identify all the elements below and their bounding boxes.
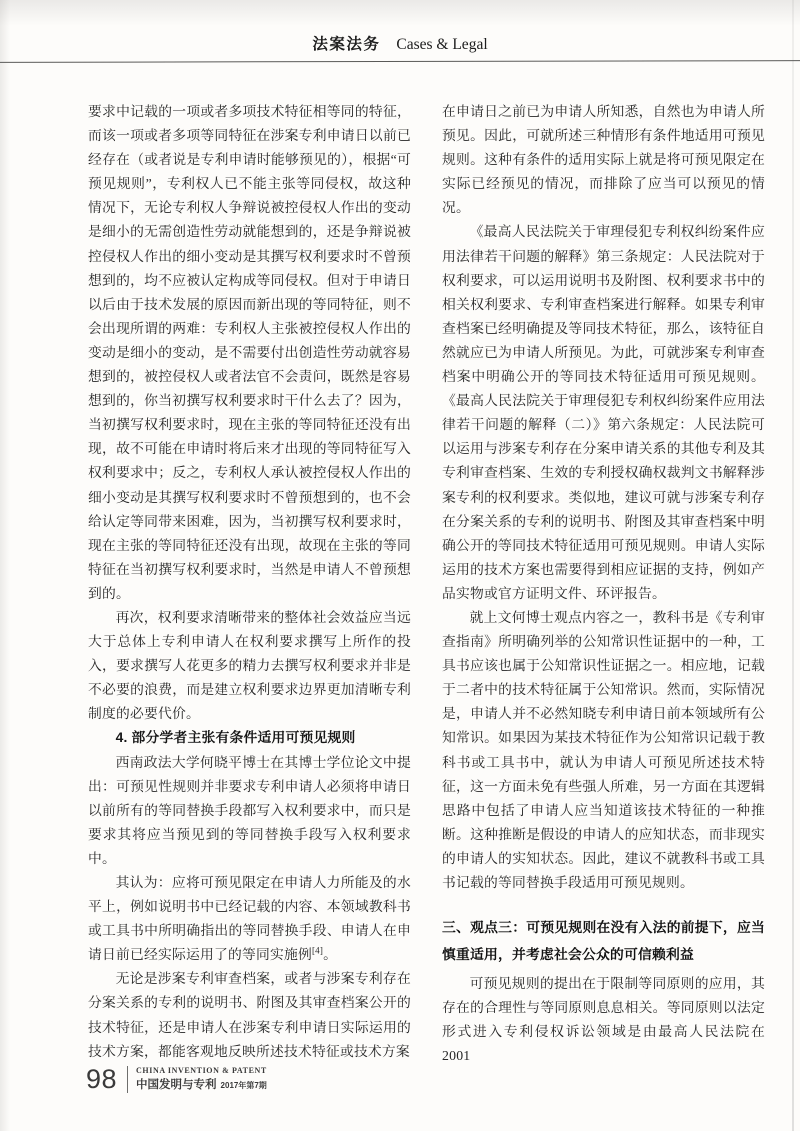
sub-heading: 4. 部分学者主张有条件适用可预见规则 [115,730,356,746]
paragraph: 《最高人民法院关于审理侵犯专利权纠纷案件应用法律若干问题的解释》第三条规定：人民法院对于权利要求，可以运用说明书及附图、权利要求书中的相关权利要求、专利审查档案进行解释。如果专利审查档案已经明确提及等同技术特征，那么，该特征自然就应已为申请人所预见。为此，可就涉案专利审查档案中明确公开的等同技术特征适用可预见规则。《最高人民法院关于审理侵犯专利权纠纷案件应用法律若干问题的解释（二）》第六条规定：人民法院可以运用与涉案专利存在分案申请关系的其他专利及其专利审查档案、生效的专利授权确权裁判文书解释涉案专利的权利要求。类似地，建议可就与涉案专利存在分案关系的专利的说明书、附图及其审查档案中明确公开的等同技术特征适用可预见规则。申请人实际运用的技术方案也需要得到相应证据的支持，例如产品实物或官方证明文件、环评报告。 [442,224,765,601]
paragraph-text: 其认为：应将可预见限定在申请人力所能及的水平上，例如说明书中已经记载的内容、本领域教科书或工具书中所明确指出的等同替换手段、申请人在申请日前已经实际运用了的等同实施例 [88,875,411,963]
footer-divider [127,1066,128,1093]
footnote-ref: [4] [311,945,324,956]
scan-artifact-left [0,0,10,1131]
page-header [0,0,800,62]
article-body [88,100,765,1068]
section-title [0,32,800,54]
journal-info [136,1066,267,1094]
scan-artifact-right [792,0,794,1131]
paragraph: 无论是涉案专利审查档案，或者与涉案专利存在分案关系的专利的说明书、附图及其审查档案公开的技术特征，还是申请人在涉案专利申请日实际运用的技术方案，都能客观地反映所述技术特征或技术方案 [88,971,411,1059]
journal-name-english: CHINA INVENTION & PATENT [136,1065,267,1075]
page-footer [86,1064,267,1095]
paragraph-text: 。 [323,947,338,963]
paragraph: 可预见规则的提出在于限制等同原则的应用，其存在的合理性与等同原则息息相关。等同原则以法定形式进入专利侵权诉讼领域是由最高人民法院在 2001 [442,976,765,1064]
section-heading: 三、观点三：可预见规则在没有入法的前提下，应当慎重适用，并考虑社会公众的可信赖利益 [442,920,765,962]
paragraph: 再次，权利要求清晰带来的整体社会效益应当远大于总体上专利申请人在权利要求撰写上所作的投入，要求撰写人花更多的精力去撰写权利要求并非是不必要的浪费，而是建立权利要求边界更加清晰专利制度的必要代价。 [88,609,411,722]
journal-name-chinese: 中国发明与专利 [136,1078,217,1091]
paragraph: 在申请日之前已为申请人所知悉，自然也为申请人所预见。因此，可就所述三种情形有条件地适用可预见规则。这种有条件的适用实际上就是将可预见限定在实际已经预见的情况，而排除了应当可以预见的情况。 [442,104,765,216]
paragraph: 西南政法大学何晓平博士在其博士学位论文中提出：可预见性规则并非要求专利申请人必须将申请日以前所有的等同替换手段都写入权利要求中，而只是要求其将应当预见到的等同替换手段写入权利要求中。 [88,754,411,866]
paragraph: 就上文何博士观点内容之一，教科书是《专利审查指南》所明确列举的公知常识性证据中的一种，工具书应该也属于公知常识性证据之一。相应地，记载于二者中的技术特征属于公知常识。然而，实际情况是，申请人并不必然知晓专利申请日前本领域所有公知常识。如果因为某技术特征作为公知常识记载于教科书或工具书中，就认为申请人可预见所述技术特征，这一方面未免有些强人所难，另一方面在其逻辑思路中包括了申请人应当知道该技术特征的一种推断。这种推断是假设的申请人的应知状态，而非现实的申请人的实知状态。因此，建议不就教科书或工具书记载的等同替换手段适用可预见规则。 [442,609,765,890]
left-column [88,100,411,1068]
section-title-english: Cases & Legal [396,36,488,53]
section-title-chinese: 法案法务 [312,36,381,53]
journal-issue: 2017年第7期 [220,1080,267,1090]
header-rule [0,60,800,63]
paragraph-with-footnote [88,871,411,967]
page-number: 98 [86,1064,118,1094]
right-column [442,100,765,1068]
paragraph: 要求中记载的一项或者多项技术特征相等同的特征，而该一项或者多项等同特征在涉案专利申请日以前已经存在（或者说是专利申请时能够预见的），根据“可预见规则”，专利权人已不能主张等同侵权，故这种情况下，无论专利权人争辩说被控侵权人作出的变动是细小的无需创造性劳动就能想到的，还是争辩说被控侵权人作出的细小变动是其撰写权利要求时不曾预想到的，均不应被认定构成等同侵权。但对于申请日以后由于技术发展的原因而新出现的等同特征，则不会出现所谓的两难：专利权人主张被控侵权人作出的变动是细小的变动，是不需要付出创造性劳动就容易想到的，被控侵权人或者法官不会责问，既然是容易想到的，你当初撰写权利要求时干什么去了？因为，当初撰写权利要求时，现在主张的等同特征还没有出现，故不可能在申请时将后来才出现的等同特征写入权利要求中；反之，专利权人承认被控侵权人作出的细小变动是其撰写权利要求时不曾预想到的，也不会给认定等同带来困难，因为，当初撰写权利要求时，现在主张的等同特征还没有出现，故现在主张的等同特征在当初撰写权利要求时，当然是申请人不曾预想到的。 [88,104,411,601]
